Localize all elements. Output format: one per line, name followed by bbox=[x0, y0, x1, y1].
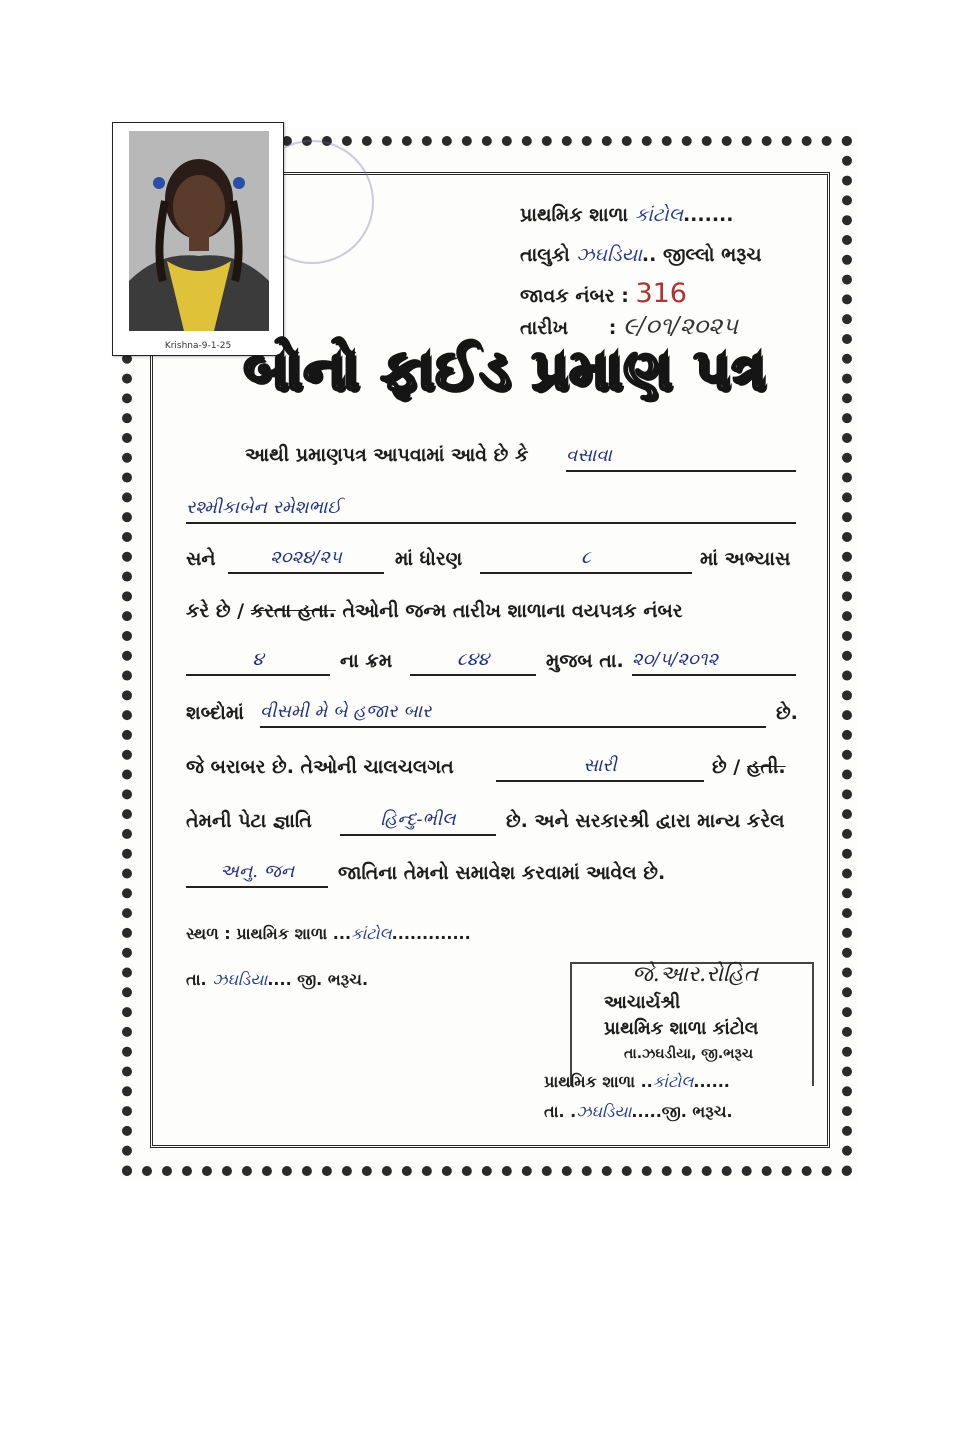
footer-taluka-prefix: તા. bbox=[186, 970, 207, 989]
sign-taluka-line bbox=[544, 1102, 733, 1122]
serial-number-field: ૮૪૪ bbox=[410, 646, 536, 676]
caste-field: હિન્દુ-ભીલ bbox=[340, 806, 496, 836]
principal-signature: જે.આર.રોહિત bbox=[632, 962, 759, 987]
body-line4-a: કરે છે / bbox=[186, 600, 245, 622]
words-label: શબ્દોમાં bbox=[186, 702, 244, 724]
sign-school-label: પ્રાથમિક શાળા .. bbox=[544, 1072, 653, 1091]
place-dots: ............. bbox=[391, 924, 471, 943]
header-school bbox=[520, 204, 733, 226]
header-outward bbox=[520, 278, 687, 309]
standard-label: માં ધોરણ bbox=[395, 548, 463, 570]
footer-taluka-value: ઝઘડિયા bbox=[212, 970, 268, 989]
page-title: બોનો ફાઈડ પ્રમાણ પત્ર bbox=[243, 338, 767, 403]
standard-field: ૮ bbox=[480, 544, 692, 574]
conduct-end-text: છે / bbox=[712, 756, 741, 778]
header-taluka-label: તાલુકો bbox=[520, 244, 570, 266]
header-school-label: પ્રાથમિક શાળા bbox=[520, 204, 629, 226]
stamp-line3: તા.ઝઘડીયા, જી.ભરૂચ bbox=[624, 1046, 754, 1062]
header-district: .. જીલ્લો ભરૂચ bbox=[641, 244, 762, 266]
academic-year-field: ૨૦૨૪/૨૫ bbox=[228, 544, 384, 574]
sign-school-dots: ...... bbox=[693, 1072, 730, 1091]
as-per-label: મુજબ તા. bbox=[546, 650, 624, 672]
footer-taluka-line bbox=[186, 970, 368, 990]
body-line4-b: તેઓની જન્મ તારીખ શાળાના વયપત્રક નંબર bbox=[342, 600, 683, 622]
header-date-colon: : bbox=[608, 317, 617, 339]
sign-taluka-suffix: .....જી. ભરૂચ. bbox=[631, 1102, 733, 1121]
header-date-value: ૯/૦૧/૨૦૨૫ bbox=[623, 312, 738, 340]
header-school-dots: ....... bbox=[682, 204, 734, 226]
header-outward-value: 316 bbox=[635, 278, 687, 309]
caste-text: છે. અને સરકારશ્રી દ્વારા માન્ય કરેલ bbox=[506, 810, 785, 832]
birth-date-field: ૨૦/૫/૨૦૧૨ bbox=[632, 646, 796, 676]
words-end: છે. bbox=[776, 702, 798, 724]
sign-taluka-prefix: તા. . bbox=[544, 1102, 577, 1121]
sign-school-value: કાંટોલ bbox=[652, 1072, 694, 1091]
header-taluka bbox=[520, 244, 762, 266]
stamp-line1: આચાર્યશ્રી bbox=[604, 992, 681, 1013]
category-field: અનુ. જન bbox=[186, 858, 328, 888]
caste-label: તેમની પેટા જ્ઞાતિ bbox=[186, 810, 312, 832]
body-line4-strike: કરતા હતા. bbox=[250, 600, 336, 622]
header-outward-label: જાવક નંબર : bbox=[520, 285, 629, 307]
place-line bbox=[186, 924, 471, 944]
body-line1-text: આથી પ્રમાણપત્ર આપવામાં આવે છે કે bbox=[245, 444, 529, 466]
sign-taluka-value: ઝઘડિયા bbox=[576, 1102, 632, 1121]
place-label: સ્થળ : પ્રાથમિક શાળા ... bbox=[186, 924, 352, 943]
birth-date-words-field: વીસમી મે બે હજાર બાર bbox=[260, 698, 766, 728]
student-photo bbox=[112, 122, 284, 356]
year-label: સને bbox=[186, 548, 216, 570]
place-value: કાંટોલ bbox=[351, 924, 392, 943]
photo-caption: Krishna-9-1-25 bbox=[164, 341, 232, 351]
study-label: માં અભ્યાસ bbox=[700, 548, 791, 570]
student-portrait bbox=[129, 131, 269, 331]
category-text: જાતિના તેમનો સમાવેશ કરવામાં આવેલ છે. bbox=[338, 862, 666, 884]
conduct-label: જે બરાબર છે. તેઓની ચાલચલગત bbox=[186, 756, 454, 778]
header-taluka-value: ઝઘડિયા bbox=[576, 244, 642, 266]
student-name-field: રશ્મીકાબેન રમેશભાઈ bbox=[186, 494, 796, 524]
footer-taluka-suffix: .... જી. ભરૂચ. bbox=[267, 970, 369, 989]
header-school-value: કાંટોલ bbox=[634, 204, 683, 226]
header-date bbox=[520, 312, 738, 340]
conduct-field: સારી bbox=[496, 752, 704, 782]
stamp-line2: પ્રાથમિક શાળા કાંટોલ bbox=[604, 1018, 759, 1039]
conduct-strike: હતી. bbox=[746, 756, 786, 778]
surname-field: વસાવા bbox=[566, 442, 796, 472]
header-date-label: તારીખ bbox=[520, 317, 569, 339]
serial-label: ના ક્રમ bbox=[340, 650, 393, 672]
conduct-end bbox=[712, 756, 786, 778]
body-line4 bbox=[186, 600, 683, 622]
register-number-field: ૪ bbox=[186, 646, 330, 676]
sign-school-line bbox=[544, 1072, 730, 1092]
